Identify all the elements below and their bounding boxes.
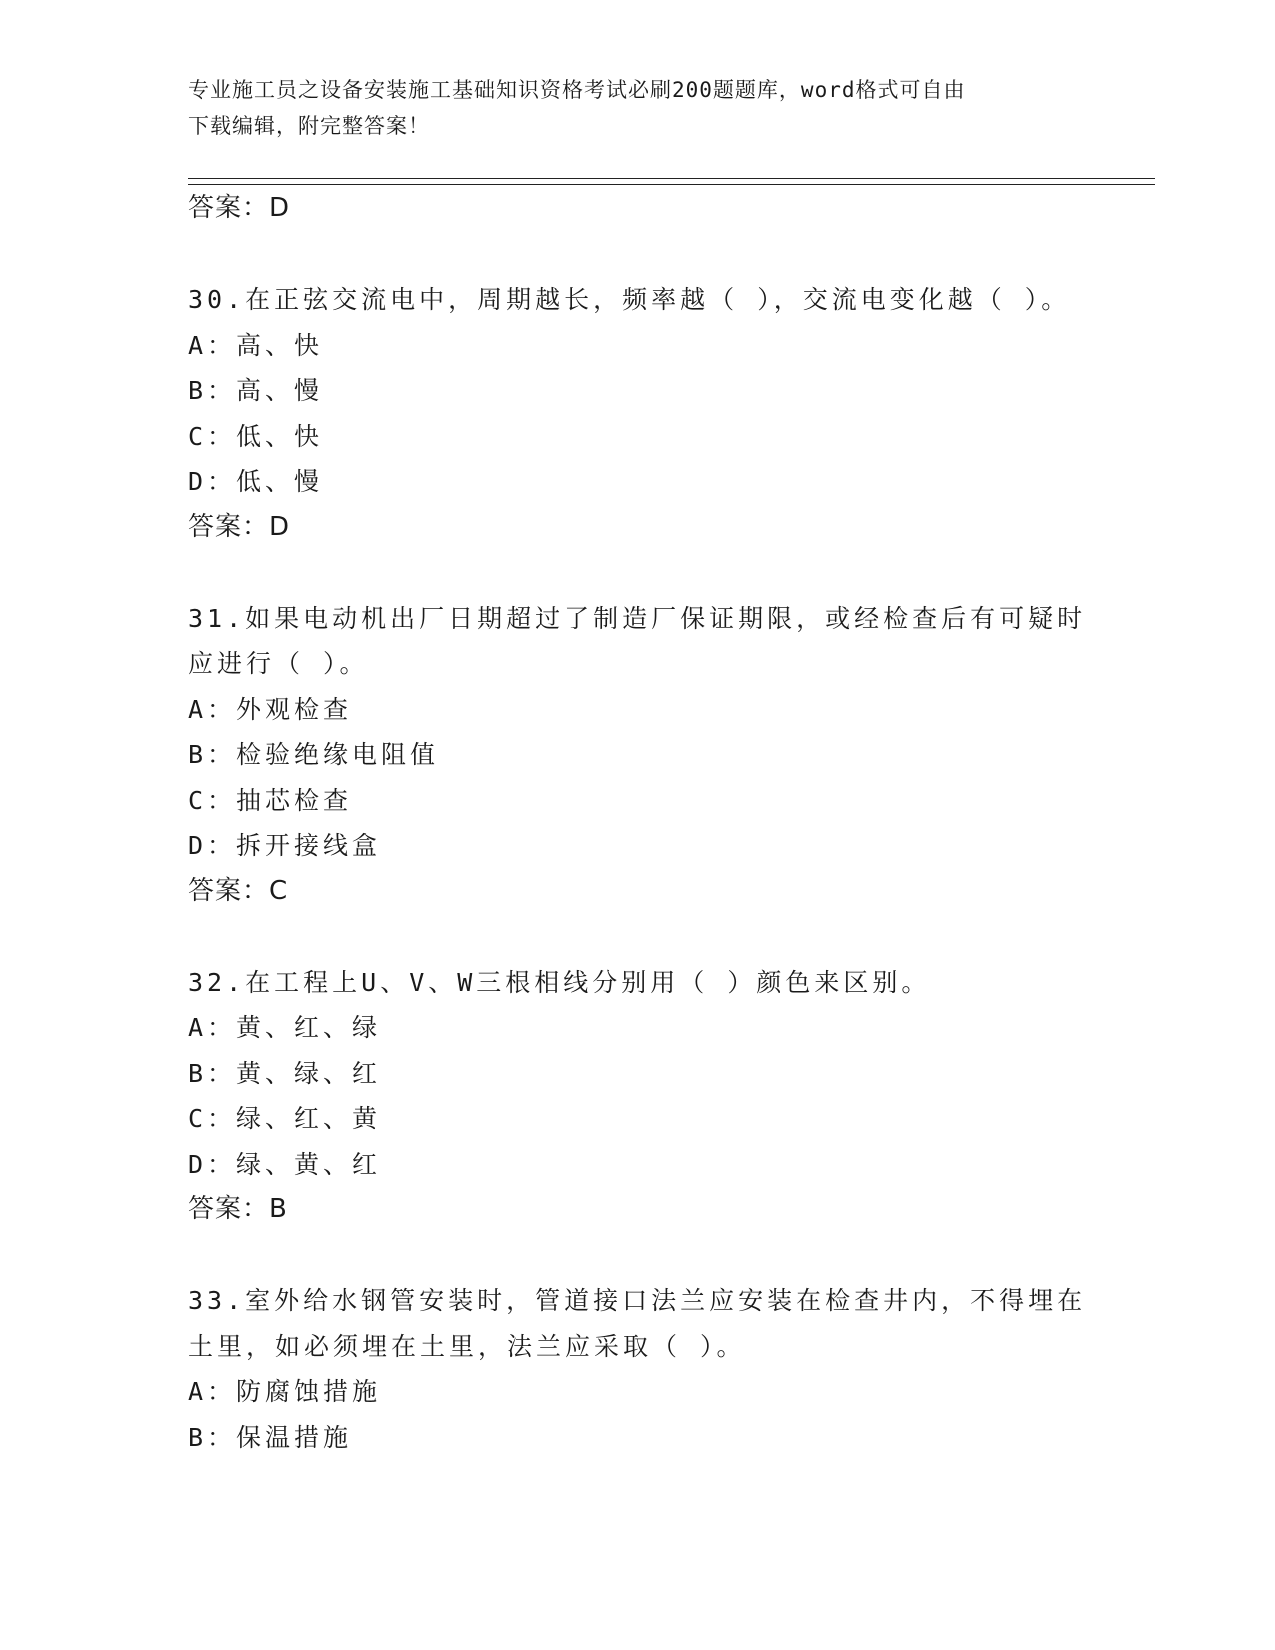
option-d: D：绿、黄、红	[188, 1149, 382, 1179]
option-a: A：黄、红、绿	[188, 1013, 382, 1042]
answer-line: 答案：D	[188, 511, 291, 542]
header-line-2: 下载编辑，附完整答案！	[188, 114, 430, 138]
option-b: B：高、慢	[188, 376, 324, 405]
option-a: A：高、快	[188, 330, 324, 360]
spacer	[188, 232, 1088, 278]
page-header	[188, 72, 1068, 144]
question-stem-continued: 应进行（ ）。	[188, 649, 369, 678]
option-a: A：外观检查	[188, 694, 353, 724]
header-divider-bottom	[188, 184, 1155, 185]
header-line-1: 专业施工员之设备安装施工基础知识资格考试必刷200题题库，word格式可自由	[188, 78, 966, 102]
option-c: C：低、快	[188, 421, 324, 451]
option-a: A：防腐蚀措施	[188, 1377, 382, 1406]
previous-answer: 答案：D	[188, 193, 291, 223]
question-33	[188, 1278, 1088, 1460]
question-list	[188, 186, 1088, 1460]
option-c: C：绿、红、黄	[188, 1104, 382, 1133]
question-stem: 33.室外给水钢管安装时，管道接口法兰应安装在检查井内，不得埋在	[188, 1286, 1087, 1315]
question-stem: 31.如果电动机出厂日期超过了制造厂保证期限，或经检查后有可疑时	[188, 603, 1087, 633]
answer-line: 答案：C	[188, 875, 289, 906]
question-31	[188, 596, 1088, 915]
question-30	[188, 277, 1088, 550]
option-d: D：低、慢	[188, 467, 324, 496]
question-stem-continued: 土里，如必须埋在土里，法兰应采取（ ）。	[188, 1331, 746, 1361]
question-32	[188, 960, 1088, 1233]
spacer	[188, 1233, 1088, 1279]
spacer	[188, 550, 1088, 596]
header-divider-top	[188, 178, 1155, 179]
answer-line: 答案：B	[188, 1194, 288, 1224]
option-c: C：抽芯检查	[188, 785, 353, 815]
option-b: B：检验绝缘电阻值	[188, 740, 440, 769]
spacer	[188, 914, 1088, 960]
option-d: D：拆开接线盒	[188, 831, 382, 860]
question-stem: 30.在正弦交流电中，周期越长，频率越（ ），交流电变化越（ ）。	[188, 285, 1071, 314]
option-b: B：黄、绿、红	[188, 1058, 382, 1088]
question-stem: 32.在工程上U、V、W三根相线分别用（ ）颜色来区别。	[188, 967, 931, 997]
option-b: B：保温措施	[188, 1422, 353, 1452]
